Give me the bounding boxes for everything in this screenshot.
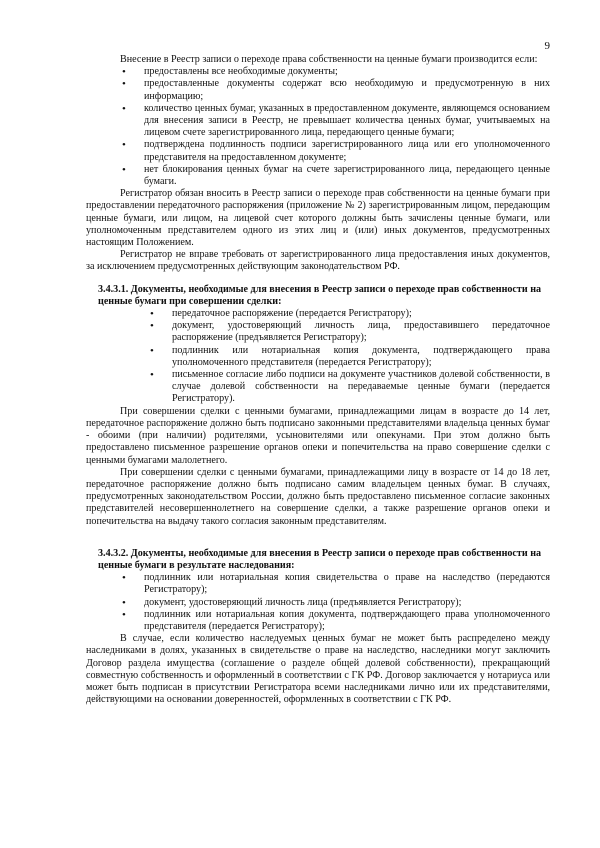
- conditions-list: [144, 66, 550, 188]
- age-14-18-paragraph: При совершении сделки с ценными бумагами, принадлежащими лицу в возрасте от 14 до 18 лет, передаточное распоряжение должно быть подписано самим владельцем ценных бумаг. В случаях, предусмотренных законодательством России, должно быть предоставлено письменное согласие законных представителей несовершеннолетнего на совершение сделки, а также разрешение органов опеки и попечительства на выдачу такого согласия законным представителям.: [86, 466, 550, 527]
- list-item: • подлинник или нотариальная копия документа, подтверждающего права уполномоченного представителя (передается Регистратору);: [172, 345, 550, 369]
- list-item: • подтверждена подлинность подписи зарегистрированного лица или его уполномоченного представителя на предоставленном документе;: [144, 139, 550, 163]
- inheritance-documents-list: [144, 572, 550, 633]
- list-item: • предоставлены все необходимые документы;: [144, 66, 550, 78]
- list-item: • документ, удостоверяющий личность лица (предъявляется Регистратору);: [144, 597, 550, 609]
- list-item: • количество ценных бумаг, указанных в предоставленном документе, являющемся основанием для внесения записи в Реестр, не превышает количества ценных бумаг, учитываемых на лицевом счете зарегистрированного лица, передающего ценные бумаги;: [144, 103, 550, 140]
- section-heading-3431: 3.4.3.1. Документы, необходимые для внесения в Реестр записи о переходе прав собственности на ценные бумаги при совершении сделки:: [98, 283, 542, 307]
- page-number: 9: [544, 40, 550, 52]
- list-item: • подлинник или нотариальная копия документа, подтверждающего права уполномоченного представителя (передается Регистратору);: [144, 609, 550, 633]
- heirs-paragraph: В случае, если количество наследуемых ценных бумаг не может быть распределено между наследниками в долях, указанных в свидетельстве о праве на наследство, наследники могут заключить Договор раздела имущества (соглашение о разделе общей долевой собственности), прекращающий совместную собственность и оформленный в соответствии с ГК РФ. Договор заключается у нотариуса или может быть подписан в присутствии Регистратора всеми наследниками лично или их представителями, действующими на основании доверенностей, оформленных в соответствии с ГК РФ.: [86, 633, 550, 706]
- page-content: [86, 54, 550, 706]
- section-heading-3432: 3.4.3.2. Документы, необходимые для внесения в Реестр записи о переходе прав собственности на ценные бумаги в результате наследования:: [98, 547, 542, 571]
- under-14-paragraph: При совершении сделки с ценными бумагами, принадлежащими лицам в возрасте до 14 лет, передаточное распоряжение должно быть подписано законными представителями владельца ценных бумаг - обоими (при наличии) родителями, усыновителями или опекунами. При этом должно быть предоставлено письменное разрешение органов опеки и попечительства на право совершение сделки с ценными бумагами малолетнего.: [86, 405, 550, 466]
- registrar-not-entitled-paragraph: Регистратор не вправе требовать от зарегистрированного лица предоставления иных документов, за исключением предусмотренных действующим законодательством РФ.: [86, 249, 550, 273]
- transaction-documents-list: [172, 308, 550, 406]
- list-item: • нет блокирования ценных бумаг на счете зарегистрированного лица, передающего ценные бумаги.: [144, 164, 550, 188]
- list-item: • предоставленные документы содержат всю необходимую и предусмотренную в них информацию;: [144, 78, 550, 102]
- list-item: • подлинник или нотариальная копия свидетельства о праве на наследство (передаются Регистратору);: [144, 572, 550, 596]
- list-item: • письменное согласие либо подписи на документе участников долевой собственности, в случае долевой собственности на передаваемые ценные бумаги (передается Регистратору).: [172, 369, 550, 406]
- registrar-obliged-paragraph: Регистратор обязан вносить в Реестр записи о переходе прав собственности на ценные бумаги при предоставлении передаточного распоряжения (приложение № 2) зарегистрированным лицом, передающим ценные бумаги, или лицом, на лицевой счет которого должны быть зачислены ценные бумаги, или уполномоченным представителем одного из этих лиц и (или) иных документов, предусмотренных настоящим Положением.: [86, 188, 550, 249]
- list-item: • передаточное распоряжение (передается Регистратору);: [172, 308, 550, 320]
- intro-paragraph: Внесение в Реестр записи о переходе права собственности на ценные бумаги производится если:: [120, 54, 538, 65]
- list-item: • документ, удостоверяющий личность лица, предоставившего передаточное распоряжение (предъявляется Регистратору);: [172, 320, 550, 344]
